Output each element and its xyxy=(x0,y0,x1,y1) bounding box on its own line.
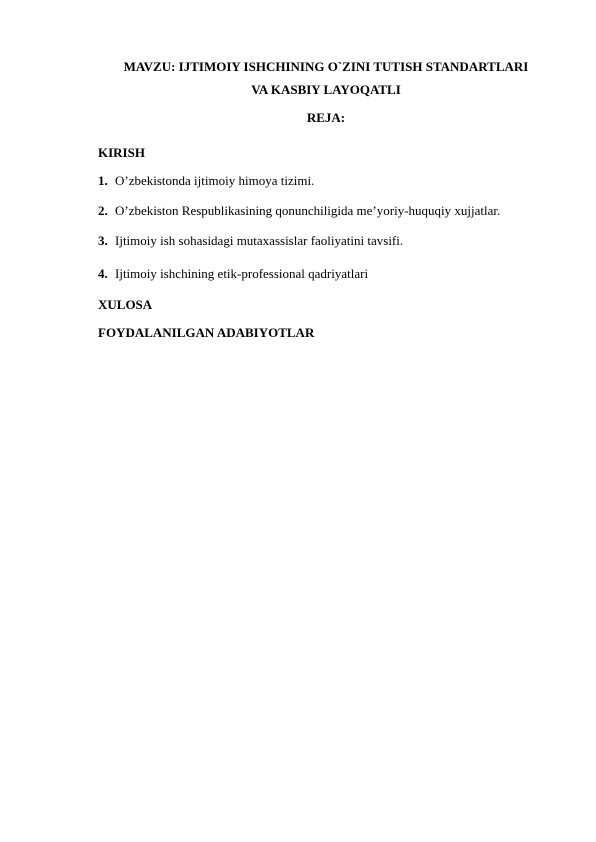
plan-item-number: 2. xyxy=(98,203,108,218)
plan-item-text: O’zbekiston Respublikasining qonunchiligida me’yoriy-huquqiy xujjatlar. xyxy=(115,203,501,218)
intro-heading: KIRISH xyxy=(98,145,145,160)
plan-item-2 xyxy=(98,203,500,219)
plan-item-text: O’zbekistonda ijtimoiy himoya tizimi. xyxy=(115,173,315,188)
plan-item-number: 3. xyxy=(98,233,108,248)
plan-item-1 xyxy=(98,173,314,189)
conclusion-heading: XULOSA xyxy=(98,297,153,312)
plan-heading: REJA: xyxy=(306,110,346,125)
topic-title-line-2: VA KASBIY LAYOQATLI xyxy=(251,82,401,97)
plan-item-text: Ijtimoiy ish sohasidagi mutaxassislar faoliyatini tavsifi. xyxy=(115,233,404,248)
plan-item-number: 4. xyxy=(98,266,108,281)
plan-item-number: 1. xyxy=(98,173,108,188)
plan-item-text: Ijtimoiy ishchining etik-professional qadriyatlari xyxy=(115,266,369,281)
references-heading: FOYDALANILGAN ADABIYOTLAR xyxy=(98,325,315,340)
plan-item-4 xyxy=(98,266,368,282)
plan-item-3 xyxy=(98,233,403,249)
topic-title-line-1: MAVZU: IJTIMOIY ISHCHINING O`ZINI TUTISH STANDARTLARI xyxy=(123,59,529,74)
